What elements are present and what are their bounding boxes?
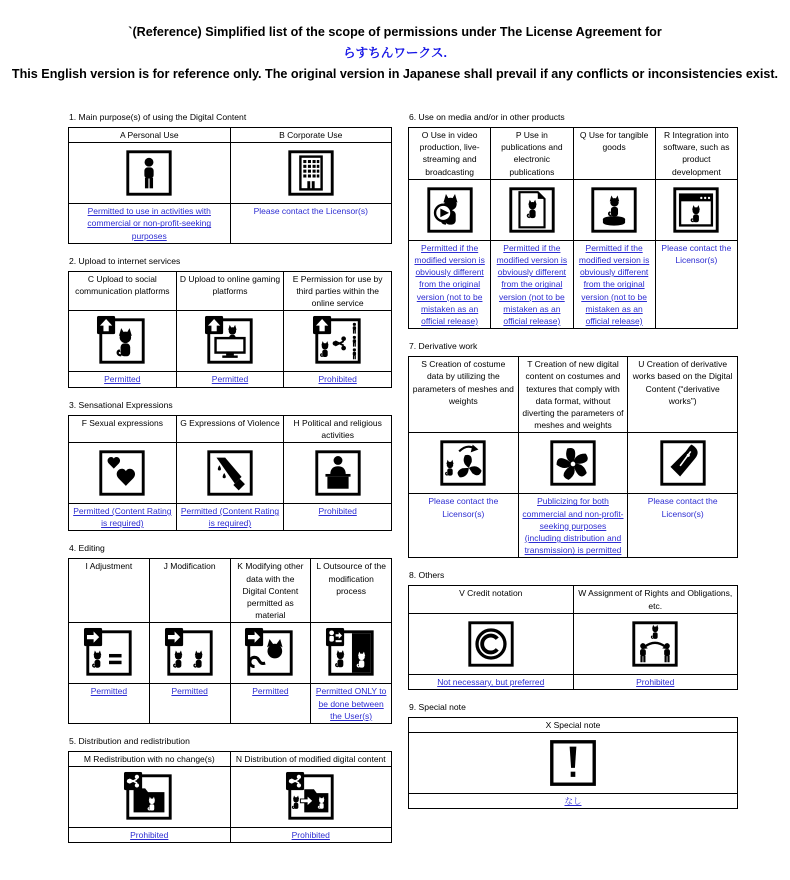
column-header: B Corporate Use [230,128,392,143]
status-text: Please contact the Licensor(s) [253,206,368,217]
status-text[interactable]: Publicizing for both commercial and non-profit-seeking purposes (including distribution and transmission) is permitted [522,496,624,556]
material-icon [243,626,297,680]
section-sensational [68,400,392,532]
permissions-table-1 [68,127,392,244]
title-line-2: This English version is for reference only. The original version in Japanese shall prevail if any conflicts or inconsistencies exist. [11,67,779,81]
status-text[interactable]: Permitted [90,686,128,697]
section-upload [68,256,392,388]
right-column [408,112,738,821]
building-icon [284,146,338,200]
permissions-table-2 [68,271,392,388]
status-text[interactable]: Permitted [211,374,249,385]
column-header: E Permission for use by third parties within the online service [284,271,392,311]
status-text[interactable]: Not necessary, but preferred [437,676,545,687]
upload-cat-icon [95,314,149,368]
document-title [0,22,790,85]
exclamation-icon [546,736,600,790]
share-third-party-icon [311,314,365,368]
section-title: 2. Upload to internet services [69,255,181,266]
permissions-table-6 [408,127,738,329]
status-text[interactable]: Permitted (Content Rating is required) [73,506,172,529]
section-title: 4. Editing [69,543,105,554]
column-header: W Assignment of Rights and Obligations, etc. [573,586,738,613]
status-text: Please contact the Licensor(s) [428,496,499,519]
status-text[interactable]: Permitted (Content Rating is required) [180,506,280,529]
column-header: N Distribution of modified digital content [230,752,392,767]
section-title: 3. Sensational Expressions [69,399,173,410]
status-text[interactable]: Permitted to use in activities with commercial or non-profit-seeking purposes [87,206,212,241]
column-header: R Integration into software, such as product development [655,128,737,180]
publication-icon [505,183,559,237]
copyright-icon [464,617,518,671]
section-distribution [68,736,392,843]
status-text[interactable]: Prohibited [636,676,675,687]
status-text[interactable]: Permitted ONLY to be done between the User(s) [315,686,387,721]
column-header: H Political and religious activities [284,415,392,442]
status-text[interactable]: Permitted if the modified version is obviously different from the original version (not to be mistaken as an official release) [578,242,650,327]
adjustment-icon [82,626,136,680]
column-header: Q Use for tangible goods [573,128,655,180]
permissions-table-8 [408,585,738,690]
podium-icon [311,446,365,500]
permissions-table-5 [68,751,392,843]
costume-icon [436,436,490,490]
section-title: 9. Special note [409,702,466,713]
status-text[interactable]: Prohibited [318,506,357,517]
status-text[interactable]: Permitted if the modified version is obviously different from the original version (not to be mistaken as an official release) [496,242,568,327]
column-header: T Creation of new digital content on costumes and textures that comply with data format, without diverting the parameters of meshes and weights [518,357,628,433]
column-header: D Upload to online gaming platforms [176,271,284,311]
status-text[interactable]: Permitted if the modified version is obviously different from the original version (not to be mistaken as an official release) [414,242,485,327]
status-text[interactable]: Permitted [171,686,208,697]
outsource-icon [324,626,378,680]
upload-gaming-icon [203,314,257,368]
column-header: U Creation of derivative works based on the Digital Content (“derivative works”) [628,357,738,433]
section-title: 8. Others [409,570,445,581]
status-text[interactable]: Prohibited [291,830,330,841]
column-header: S Creation of costume data by utilizing the parameters of meshes and weights [409,357,519,433]
section-title: 1. Main purpose(s) of using the Digital Content [69,112,247,122]
section-title: 6. Use on media and/or in other products [409,112,565,122]
section-title: 7. Derivative work [409,341,478,352]
status-text[interactable]: なし [564,796,582,807]
column-header: A Personal Use [69,128,231,143]
column-header: P Use in publications and electronic publications [491,128,573,180]
person-icon [122,146,176,200]
column-header: X Special note [409,718,738,733]
pen-icon [656,436,710,490]
status-text[interactable]: Permitted [104,374,141,385]
section-special-note [408,702,738,809]
column-header: I Adjustment [69,559,150,623]
permissions-table-7 [408,356,738,558]
section-editing [68,543,392,724]
status-text: Please contact the Licensor(s) [647,496,718,519]
section-media-products [408,112,738,329]
status-text[interactable]: Permitted [252,686,289,697]
column-header: F Sexual expressions [69,415,177,442]
section-derivative [408,341,738,558]
status-text[interactable]: Prohibited [318,374,357,385]
column-header: G Expressions of Violence [176,415,284,442]
status-text: Please contact the Licensor(s) [661,242,732,266]
permissions-table-4 [68,558,392,724]
section-main-purpose [68,112,392,244]
folder-modified-icon [284,770,338,824]
texture-icon [546,436,600,490]
licensed-work-name[interactable]: らすちんワークス. [342,46,448,60]
video-icon [423,183,477,237]
column-header: C Upload to social communication platforms [69,271,177,311]
column-header: J Modification [149,559,230,623]
column-header: L Outsource of the modification process [311,559,392,623]
folder-share-icon [122,770,176,824]
tangible-goods-icon [587,183,641,237]
section-others [408,570,738,690]
title-line-1: `(Reference) Simplified list of the scope of permissions under The License Agreement for [128,25,662,39]
software-icon [669,183,723,237]
permissions-table-3 [68,415,392,532]
knife-icon [203,446,257,500]
column-header: K Modifying other data with the Digital Content permitted as material [230,559,311,623]
column-header: V Credit notation [409,586,574,613]
left-column [68,112,392,855]
column-header: M Redistribution with no change(s) [69,752,231,767]
assignment-icon [628,617,682,671]
column-header: O Use in video production, live-streaming and broadcasting [409,128,491,180]
permissions-table-9 [408,717,738,809]
hearts-icon [95,446,149,500]
section-title: 5. Distribution and redistribution [69,736,190,747]
modification-icon [163,626,217,680]
status-text[interactable]: Prohibited [130,830,169,841]
